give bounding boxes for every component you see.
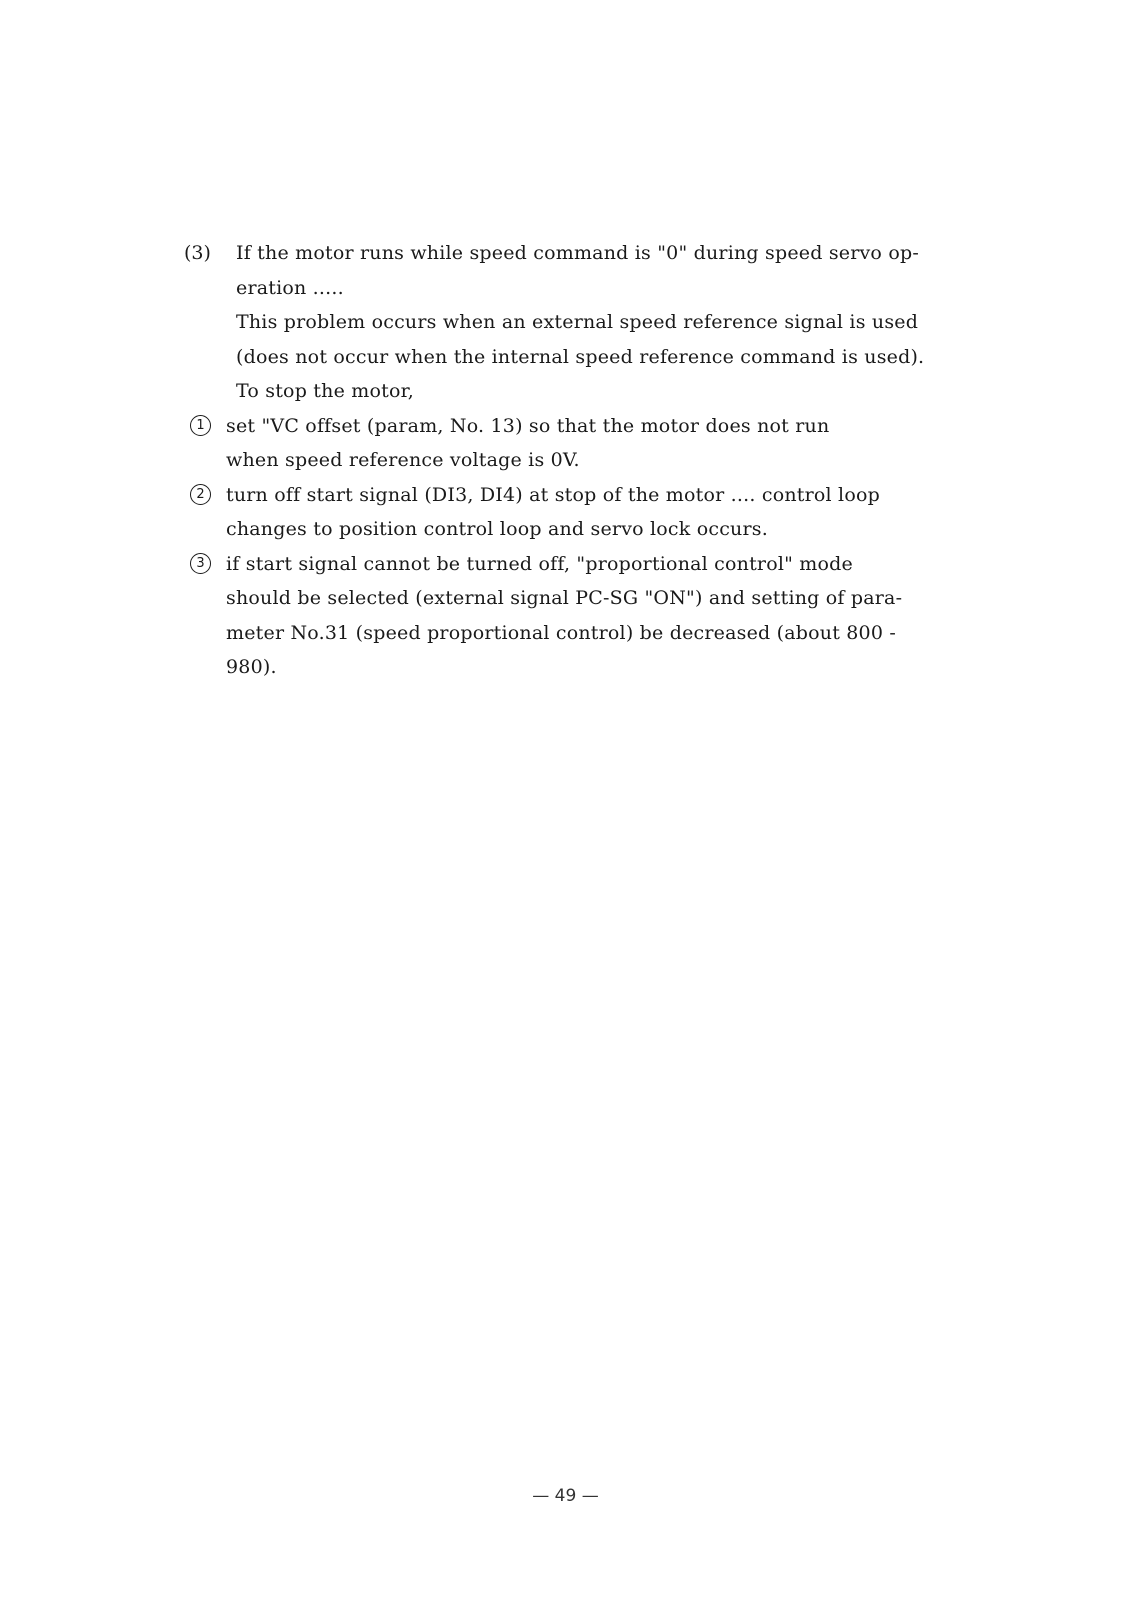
intro-line: (does not occur when the internal speed reference command is used). bbox=[236, 345, 925, 368]
intro-line: If the motor runs while speed command is "0" during speed servo op- bbox=[236, 242, 919, 264]
page-number: — 49 — bbox=[532, 1486, 599, 1506]
intro-line: To stop the motor, bbox=[236, 380, 415, 402]
item-line: meter No.31 (speed proportional control) be decreased (about 800 - bbox=[226, 621, 896, 644]
intro-line: This problem occurs when an external speed reference signal is used bbox=[236, 311, 919, 333]
circled-number-marker: 2 bbox=[190, 484, 211, 505]
list-item-3 bbox=[196, 547, 1014, 685]
item-line: should be selected (external signal PC-SG "ON") and setting of para- bbox=[226, 587, 903, 609]
item-line: changes to position control loop and servo lock occurs. bbox=[226, 518, 768, 540]
item-line: turn off start signal (DI3, DI4) at stop of the motor .... control loop bbox=[226, 483, 880, 506]
section-number: (3) bbox=[184, 242, 211, 264]
item-line: 980). bbox=[226, 656, 277, 678]
circled-number-marker: 1 bbox=[190, 415, 211, 436]
item-line: when speed reference voltage is 0V. bbox=[226, 449, 580, 471]
circled-number-marker: 3 bbox=[190, 553, 211, 574]
section-intro bbox=[236, 236, 1014, 409]
intro-line: eration ..... bbox=[236, 276, 344, 299]
list-item-2 bbox=[196, 478, 1014, 547]
item-line: set "VC offset (param, No. 13) so that the motor does not run bbox=[226, 414, 830, 437]
item-line: if start signal cannot be turned off, "proportional control" mode bbox=[226, 552, 853, 575]
troubleshooting-section-3 bbox=[184, 236, 1014, 685]
list-item-1 bbox=[196, 409, 1014, 478]
